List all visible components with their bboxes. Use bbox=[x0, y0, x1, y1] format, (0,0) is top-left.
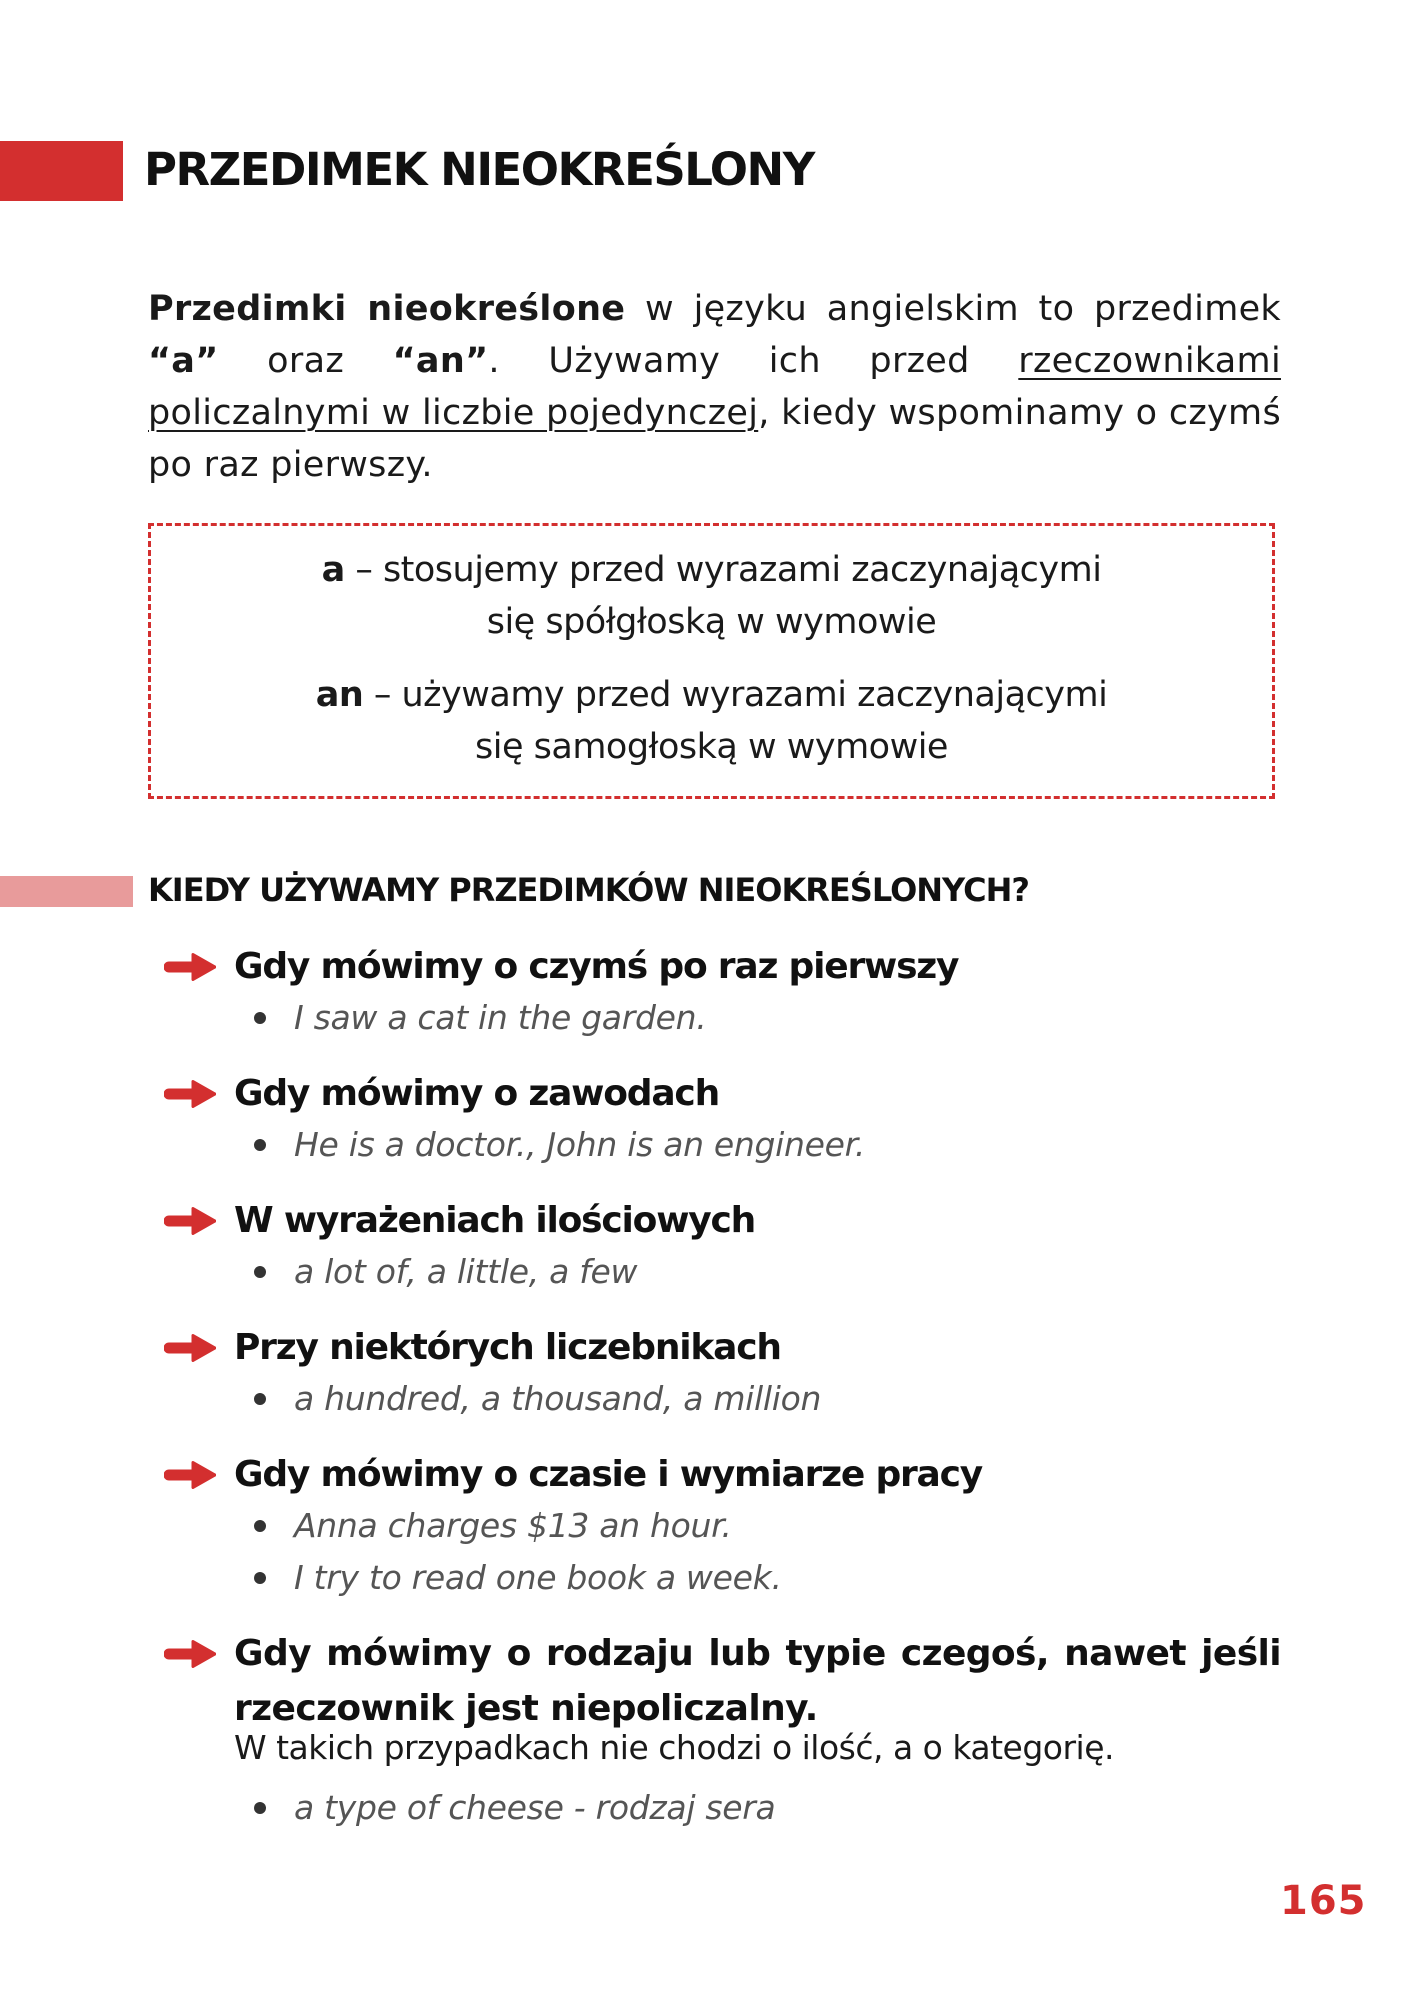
example-quantity: a lot of, a little, a few bbox=[294, 1252, 638, 1291]
intro-paragraph bbox=[148, 283, 1281, 491]
page-number: 165 bbox=[1280, 1878, 1367, 1924]
title-accent-bar bbox=[0, 141, 123, 201]
use-note-type-kind: W takich przypadkach nie chodzi o ilość, a o kategorię. bbox=[234, 1728, 1115, 1767]
intro-text-3: . Używamy ich przed bbox=[488, 341, 1019, 381]
use-heading-numerals: Przy niektórych liczebnikach bbox=[234, 1327, 781, 1368]
right-arrow-icon bbox=[164, 953, 216, 981]
bullet-dot-icon bbox=[254, 1802, 266, 1814]
intro-text-2: oraz bbox=[218, 341, 393, 381]
bullet-dot-icon bbox=[254, 1266, 266, 1278]
right-arrow-icon bbox=[164, 1080, 216, 1108]
use-heading-type-kind: Gdy mówimy o rodzaju lub typie czegoś, nawet jeśli rzeczownik jest niepoliczalny. bbox=[234, 1633, 1281, 1729]
rule-an bbox=[148, 669, 1275, 773]
example-type-kind: a type of cheese - rodzaj sera bbox=[294, 1788, 776, 1827]
rule-a-article: a bbox=[321, 550, 345, 590]
right-arrow-icon bbox=[164, 1334, 216, 1362]
page-title: PRZEDIMEK NIEOKREŚLONY bbox=[144, 143, 814, 196]
example-professions: He is a doctor., John is an engineer. bbox=[294, 1125, 866, 1164]
rule-an-text-line-2: się samogłoską w wymowie bbox=[475, 727, 948, 767]
use-heading-time-work: Gdy mówimy o czasie i wymiarze pracy bbox=[234, 1454, 983, 1495]
intro-underlined-phrase: rzeczownikami policzalnymi w liczbie pojedynczej bbox=[148, 341, 1281, 433]
bullet-dot-icon bbox=[254, 1520, 266, 1532]
intro-article-an: “an” bbox=[392, 341, 489, 381]
rule-a-text-line-2: się spółgłoską w wymowie bbox=[486, 602, 937, 642]
intro-article-a: “a” bbox=[148, 341, 219, 381]
bullet-dot-icon bbox=[254, 1393, 266, 1405]
right-arrow-icon bbox=[164, 1640, 216, 1668]
section-title: KIEDY UŻYWAMY PRZEDIMKÓW NIEOKREŚLONYCH? bbox=[148, 871, 1029, 909]
use-heading-quantity: W wyrażeniach ilościowych bbox=[234, 1200, 756, 1241]
intro-term: Przedimki nieokreślone bbox=[148, 289, 626, 329]
use-heading-professions: Gdy mówimy o zawodach bbox=[234, 1073, 720, 1114]
bullet-dot-icon bbox=[254, 1012, 266, 1024]
example-numerals: a hundred, a thousand, a million bbox=[294, 1379, 822, 1418]
rule-a bbox=[148, 544, 1275, 648]
right-arrow-icon bbox=[164, 1461, 216, 1489]
bullet-dot-icon bbox=[254, 1572, 266, 1584]
intro-text-4: , kiedy wspominamy o czymś po raz pierwszy. bbox=[148, 393, 1281, 485]
rule-an-article: an bbox=[315, 675, 364, 715]
section-accent-bar bbox=[0, 876, 133, 907]
bullet-dot-icon bbox=[254, 1139, 266, 1151]
use-heading-first-mention: Gdy mówimy o czymś po raz pierwszy bbox=[234, 946, 959, 987]
rule-an-text-line-1: – używamy przed wyrazami zaczynającymi bbox=[363, 675, 1108, 715]
example-first-mention: I saw a cat in the garden. bbox=[294, 998, 707, 1037]
rule-a-text-line-1: – stosujemy przed wyrazami zaczynającymi bbox=[344, 550, 1102, 590]
example-time-work-1: Anna charges $13 an hour. bbox=[294, 1506, 732, 1545]
example-time-work-2: I try to read one book a week. bbox=[294, 1558, 782, 1597]
right-arrow-icon bbox=[164, 1207, 216, 1235]
intro-text-1: w języku angielskim to przedimek bbox=[625, 289, 1281, 329]
